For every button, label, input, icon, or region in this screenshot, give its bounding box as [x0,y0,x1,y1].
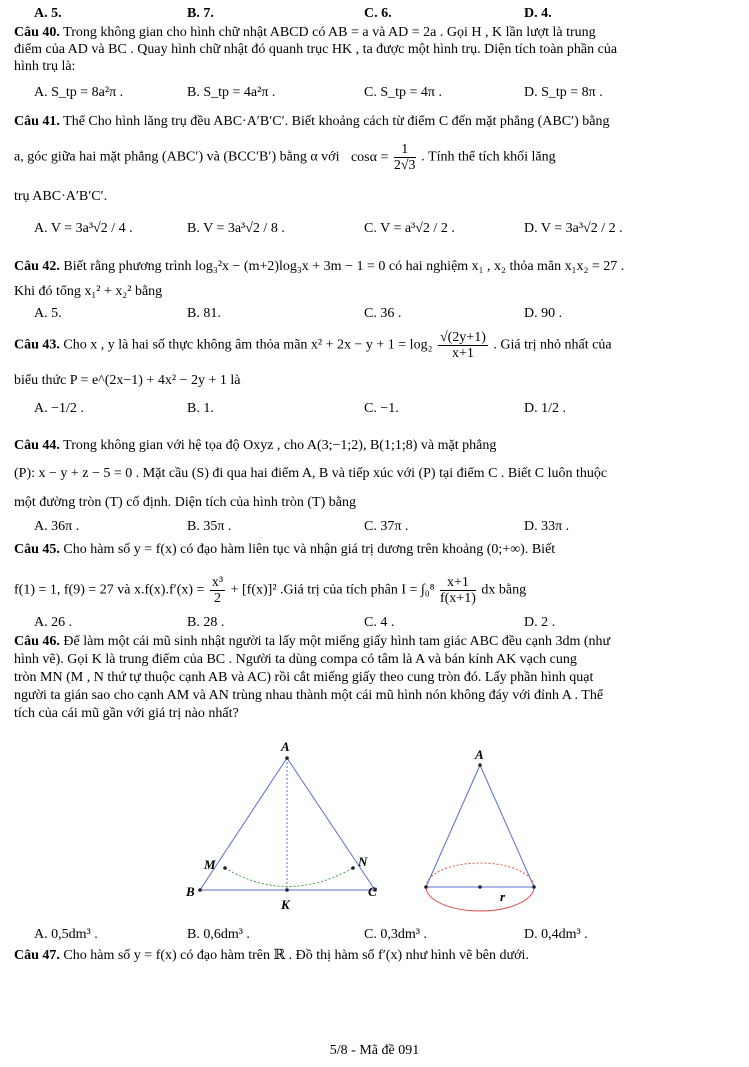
q41-line1 [14,113,735,130]
q45-text2c: dx bằng [481,582,527,598]
q43-text1a: Cho x , y là hai số thực không âm thỏa mãn x² + 2x − y + 1 = log₂ [63,337,433,353]
label-a: A [281,739,290,754]
q45-int-fraction [440,575,476,606]
q47-text1: Cho hàm số y = f(x) có đạo hàm trên ℝ . Đồ thị hàm số f′(x) như hình vẽ bên dưới. [63,948,529,963]
cone-right-point [532,885,536,889]
q46-label: Câu 46. [14,634,60,649]
q42-option-c: C. 36 . [364,306,402,321]
q45-text2a: f(1) = 1, f(9) = 27 và x.f(x).f′(x) = [14,582,205,598]
label-c: C [368,884,377,899]
q41-cos-den: 2√3 [393,158,416,173]
q43-log-den: x+1 [451,346,474,361]
cone-base-back [426,863,534,887]
q45-int-num: x+1 [440,575,476,591]
q40-line3: hình trụ là: [14,59,76,74]
q40-line1 [14,24,735,41]
label-n: N [358,854,368,869]
q44-line1 [14,437,735,454]
q46-option-a: A. 0,5dm³ . [34,927,98,942]
q45-option-a: A. 26 . [34,615,73,630]
q40-option-b: B. S_tp = 4a²π . [187,85,276,100]
cone-base-front [426,887,534,911]
q41-option-b: B. V = 3a³√2 / 8 . [187,221,285,236]
q45-option-d: D. 2 . [524,615,556,630]
cone-apex [478,763,482,767]
q39-option-b: B. 7. [187,6,214,21]
q46-line5: tích của cái mũ gần với giá trị nào nhất? [14,706,239,721]
q41-option-d: D. V = 3a³√2 / 2 . [524,221,623,236]
q47-line1 [14,947,735,964]
q45-int-den: f(x+1) [439,591,476,606]
point-k [285,888,289,892]
q40-option-d: D. S_tp = 8π . [524,85,603,100]
point-m [223,866,227,870]
label-k: K [281,897,290,912]
q43-option-a: A. −1/2 . [34,401,84,416]
label-r: r [500,889,506,904]
q43-label: Câu 43. [14,337,60,353]
q45-line2 [14,575,735,606]
q43-option-b: B. 1. [187,401,214,416]
label-m: M [204,857,216,872]
q47-label: Câu 47. [14,948,60,963]
q46-line2: hình vẽ). Gọi K là trung điểm của BC . Người ta dùng compa có tâm là A và bán kính AK vạch cung [14,652,577,667]
q44-option-a: A. 36π . [34,519,80,534]
q41-text2a: a, góc giữa hai mặt phẳng (ABC′) và (BCC′B′) bằng α với [14,149,340,165]
q41-label: Câu 41. [14,114,60,129]
q43-line2: biểu thức P = e^(2x−1) + 4x² − 2y + 1 là [14,373,241,388]
q45-text1: Cho hàm số y = f(x) có đạo hàm liên tục và nhận giá trị dương trên khoảng (0;+∞). Biết [63,542,556,557]
q42-text1: Biết rằng phương trình log₃²x − (m+2)log₃x + 3m − 1 = 0 có hai nghiệm x₁ , x₂ thỏa mãn x₁x₂ = 27 . [63,259,625,274]
q43-log-num: √(2y+1) [439,330,486,345]
q41-line2 [14,142,735,173]
q43-option-c: C. −1. [364,401,399,416]
q40-option-a: A. S_tp = 8a²π . [34,85,124,100]
q43-line1 [14,330,735,361]
q41-cos-lhs: cosα = [350,149,389,165]
q42-label: Câu 42. [14,259,60,274]
q46-line3: tròn MN (M , N thứ tự thuộc cạnh AB và AC) rồi cắt miếng giấy theo cung tròn đó. Lấy phần hình quạt [14,670,594,685]
q44-text1: Trong không gian với hệ tọa độ Oxyz , cho A(3;−1;2), B(1;1;8) và mặt phẳng [63,438,497,453]
q41-text2b: . Tính thể tích khối lăng [421,149,556,165]
q46-text1: Để làm một cái mũ sinh nhật người ta lấy một miếng giấy hình tam giác ABC đều cạnh 3dm (như [63,634,611,649]
q39-option-d: D. 4. [524,6,552,21]
q45-option-c: C. 4 . [364,615,395,630]
q41-cos-fraction [394,142,416,173]
q44-line3: một đường tròn (T) cố định. Diện tích của hình tròn (T) bằng [14,495,356,510]
point-n [351,866,355,870]
q45-option-b: B. 28 . [187,615,225,630]
q44-option-b: B. 35π . [187,519,232,534]
q45-label: Câu 45. [14,542,60,557]
q46-figure [180,735,570,925]
point-b [198,888,202,892]
label-a2: A [475,747,484,762]
q39-option-c: C. 6. [364,6,392,21]
q41-text1: Thể Cho hình lăng trụ đều ABC·A′B′C′. Biết khoảng cách từ điểm C đến mặt phẳng (ABC′) bằng [63,114,610,129]
q42-line2: Khi đó tổng x₁² + x₂² bằng [14,284,163,299]
q45-x3-den: 2 [214,591,222,606]
q40-line2: điểm của AD và BC . Quay hình chữ nhật đó quanh trục HK , ta được một hình trụ. Diện tích toàn phần của [14,42,618,57]
q43-text1b: . Giá trị nhỏ nhất của [493,337,612,353]
q40-text1: Trong không gian cho hình chữ nhật ABCD có AB = a và AD = 2a . Gọi H , K lần lượt là trung [63,25,596,40]
q41-option-c: C. V = a³√2 / 2 . [364,221,455,236]
q42-option-a: A. 5. [34,306,62,321]
q40-option-c: C. S_tp = 4π . [364,85,442,100]
q42-option-d: D. 90 . [524,306,563,321]
cone-center [478,885,482,889]
q40-label: Câu 40. [14,25,60,40]
q41-cos-num: 1 [394,142,416,158]
q39-option-a: A. 5. [34,6,62,21]
q43-log-fraction [438,330,488,361]
q45-text2b: + [f(x)]² .Giá trị của tích phân I = ∫₀⁸ [230,582,435,598]
q44-option-d: D. 33π . [524,519,570,534]
q43-option-d: D. 1/2 . [524,401,566,416]
cone-left-point [424,885,428,889]
q45-x3-fraction [210,575,225,606]
q46-option-d: D. 0,4dm³ . [524,927,588,942]
point-a [285,756,289,760]
cone-right-edge [480,765,534,887]
q41-line3: trụ ABC·A′B′C′. [14,189,108,204]
q41-option-a: A. V = 3a³√2 / 4 . [34,221,133,236]
q46-line1 [14,633,735,650]
q45-line1 [14,541,735,558]
q45-x3-num: x³ [211,575,224,590]
q46-option-c: C. 0,3dm³ . [364,927,427,942]
arc-mn [225,868,353,887]
q44-option-c: C. 37π . [364,519,409,534]
q44-line2: (P): x − y + z − 5 = 0 . Mặt cầu (S) đi qua hai điểm A, B và tiếp xúc với (P) tại điểm C . Biết C luôn thuộc [14,466,608,481]
page-footer: 5/8 - Mã đề 091 [329,1043,420,1058]
q42-line1 [14,258,735,275]
q42-option-b: B. 81. [187,306,221,321]
label-b: B [186,884,195,899]
q44-label: Câu 44. [14,438,60,453]
cone-left-edge [426,765,480,887]
q46-option-b: B. 0,6dm³ . [187,927,250,942]
q46-line4: người ta gián sao cho cạnh AM và AN trùng nhau thành một cái mũ hình nón không đáy với đỉnh A . Thể [14,688,604,703]
